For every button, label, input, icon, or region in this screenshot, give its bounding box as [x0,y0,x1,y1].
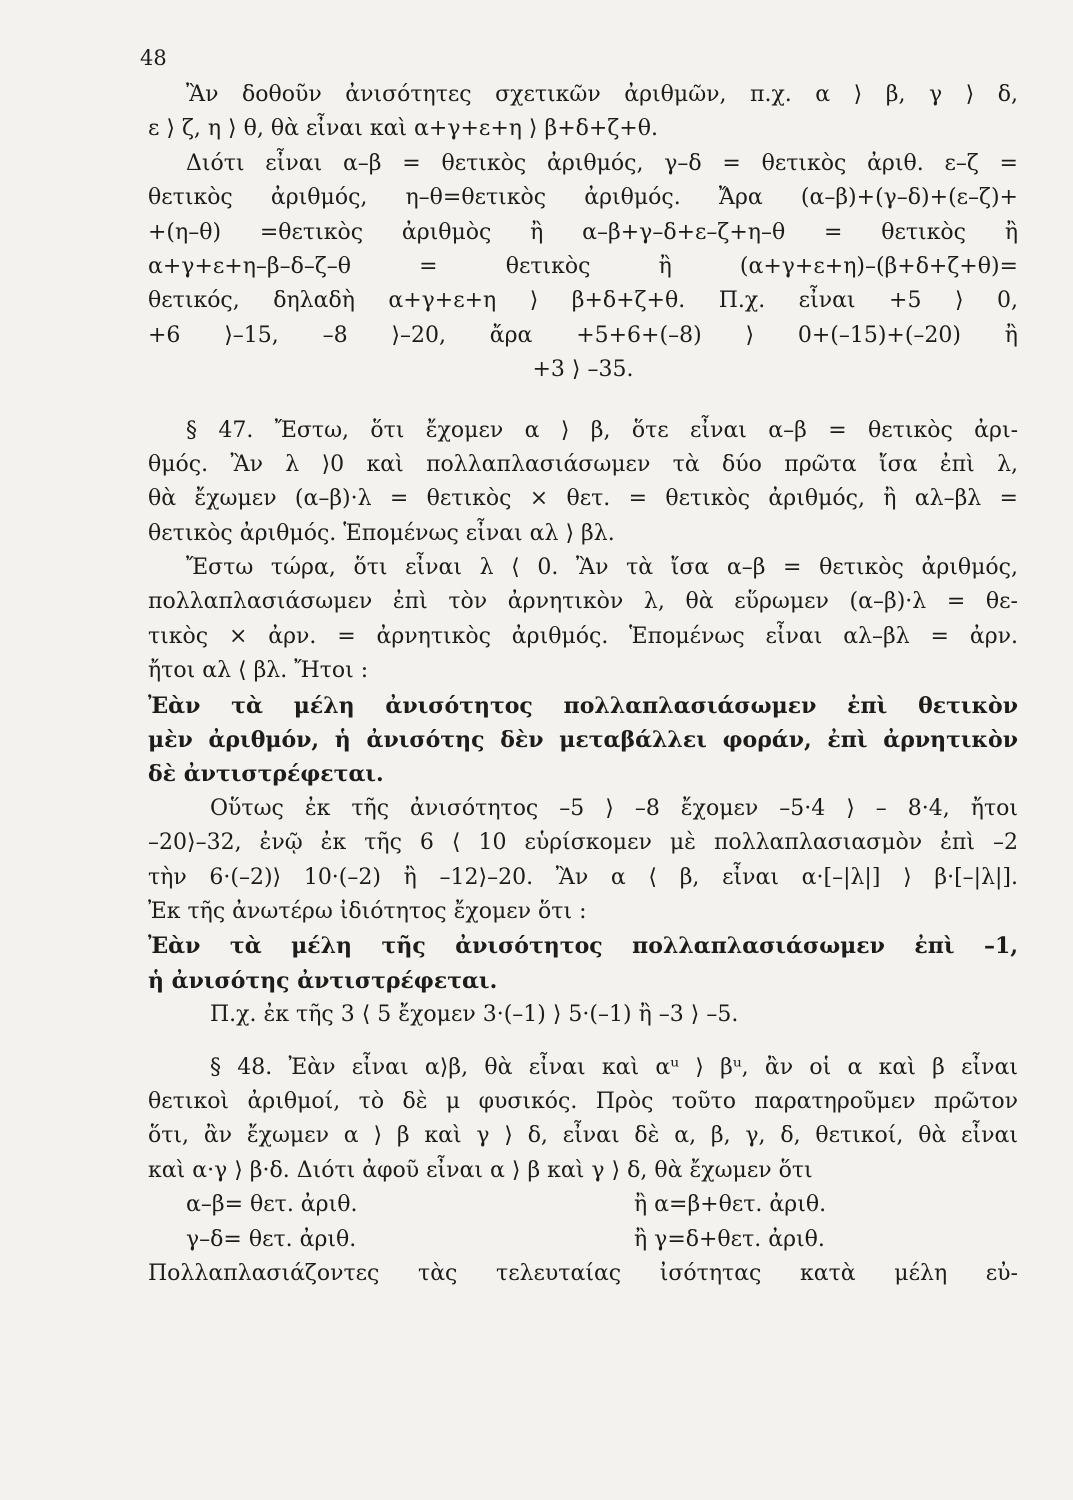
text-line: τὴν 6·(–2)⟩ 10·(–2) ἢ –12⟩–20. Ἂν α ⟨ β, εἶναι α·[–|λ|] ⟩ β·[–|λ|]. [148,864,1018,890]
text-line: Π.χ. ἐκ τῆς 3 ⟨ 5 ἔχομεν 3·(–1) ⟩ 5·(–1) ἢ –3 ⟩ –5. [210,1002,739,1028]
theorem-line: μὲν ἀριθμόν, ἡ ἀνισότης δὲν μεταβάλλει φοράν, ἐπὶ ἀρνητικὸν [148,727,1018,754]
spacer [148,1033,1018,1051]
equation-right: ἢ γ=δ+θετ. ἀριθ. [634,1226,825,1252]
body-text [148,78,1018,1291]
text-line: θετικοὶ ἀριθμοί, τὸ δὲ μ φυσικός. Πρὸς τοῦτο παρατηροῦμεν πρῶτον [148,1088,1018,1114]
text-line: θετικὸς ἀριθμός, η–θ=θετικὸς ἀριθμός. Ἄρα (α–β)+(γ–δ)+(ε–ζ)+ [148,185,1018,211]
theorem-line: Ἐὰν τὰ μέλη ἀνισότητος πολλαπλασιάσωμεν ἐπὶ θετικὸν [148,692,1018,719]
text-line: Πολλαπλασιάζοντες τὰς τελευταίας ἰσότητας κατὰ μέλη εὐ- [148,1260,1018,1286]
text-line: Ἐκ τῆς ἀνωτέρω ἰδιότητος ἔχομεν ὅτι : [148,898,587,924]
text-line: –20⟩–32, ἐνῷ ἐκ τῆς 6 ⟨ 10 εὑρίσκομεν μὲ πολλαπλασιασμὸν ἐπὶ –2 [148,830,1018,856]
text-line: τικὸς × ἀρν. = ἀρνητικὸς ἀριθμός. Ἑπομένως εἶναι αλ–βλ = ἀρν. [148,623,1018,649]
text-line: ὅτι, ἂν ἔχωμεν α ⟩ β καὶ γ ⟩ δ, εἶναι δὲ α, β, γ, δ, θετικοί, θὰ εἶναι [148,1123,1018,1149]
text-line: Ἔστω τώρα, ὅτι εἶναι λ ⟨ 0. Ἂν τὰ ἴσα α–β = θετικὸς ἀριθμός, [186,555,1018,581]
equation-row [148,1188,1018,1222]
text-line: θετικὸς ἀριθμός. Ἑπομένως εἶναι αλ ⟩ βλ. [148,520,615,546]
text-line: καὶ α·γ ⟩ β·δ. Διότι ἀφοῦ εἶναι α ⟩ β καὶ γ ⟩ δ, θὰ ἔχωμεν ὅτι [148,1157,813,1183]
text-line: πολλαπλασιάσωμεν ἐπὶ τὸν ἀρνητικὸν λ, θὰ εὕρωμεν (α–β)·λ = θε- [148,589,1018,615]
theorem-line: δὲ ἀντιστρέφεται. [148,761,384,788]
text-line: θὰ ἔχωμεν (α–β)·λ = θετικὸς × θετ. = θετικὸς ἀριθμός, ἢ αλ–βλ = [148,486,1018,512]
text-line: +3 ⟩ –35. [532,357,634,383]
theorem-line: ἡ ἀνισότης ἀντιστρέφεται. [148,967,498,994]
text-line: ἤτοι αλ ⟨ βλ. Ἤτοι : [148,658,369,684]
equation-row [148,1223,1018,1257]
text-line: +(η–θ) =θετικὸς ἀριθμὸς ἢ α–β+γ–δ+ε–ζ+η–θ = θετικὸς ἢ [148,219,1018,245]
text-line: Ἂν δοθοῦν ἀνισότητες σχετικῶν ἀριθμῶν, π.χ. α ⟩ β, γ ⟩ δ, [186,82,1018,107]
section-48-line: § 48. Ἐὰν εἶναι α⟩β, θὰ εἶναι καὶ αᵘ ⟩ βᵘ, ἂν οἱ α καὶ β εἶναι [210,1054,1018,1080]
text-line: α+γ+ε+η–β–δ–ζ–θ = θετικὸς ἢ (α+γ+ε+η)–(β+δ+ζ+θ)= [148,253,1018,279]
text-line: Διότι εἶναι α–β = θετικὸς ἀριθμός, γ–δ = θετικὸς ἀριθ. ε–ζ = [186,150,1018,176]
page-number: 48 [140,46,167,70]
text-line: θμός. Ἂν λ ⟩0 καὶ πολλαπλασιάσωμεν τὰ δύο πρῶτα ἴσα ἐπὶ λ, [148,451,1018,477]
text-line: +6 ⟩–15, –8 ⟩–20, ἄρα +5+6+(–8) ⟩ 0+(–15)+(–20) ἢ [148,322,1018,348]
section-47-line: § 47. Ἔστω, ὅτι ἔχομεν α ⟩ β, ὅτε εἶναι α–β = θετικὸς ἀρι- [186,417,1018,443]
equation-left: γ–δ= θετ. ἀριθ. [186,1226,357,1252]
theorem-line: Ἐὰν τὰ μέλη τῆς ἀνισότητος πολλαπλασιάσωμεν ἐπὶ –1, [148,933,1018,960]
text-line: Οὕτως ἐκ τῆς ἀνισότητος –5 ⟩ –8 ἔχομεν –5·4 ⟩ – 8·4, ἤτοι [210,795,1018,821]
text-line: ε ⟩ ζ, η ⟩ θ, θὰ εἶναι καὶ α+γ+ε+η ⟩ β+δ+ζ+θ. [148,116,658,142]
equation-right: ἢ α=β+θετ. ἀριθ. [634,1192,827,1218]
equation-left: α–β= θετ. ἀριθ. [186,1192,358,1218]
text-line: θετικός, δηλαδὴ α+γ+ε+η ⟩ β+δ+ζ+θ. Π.χ. εἶναι +5 ⟩ 0, [148,288,1018,314]
spacer [148,388,1018,414]
